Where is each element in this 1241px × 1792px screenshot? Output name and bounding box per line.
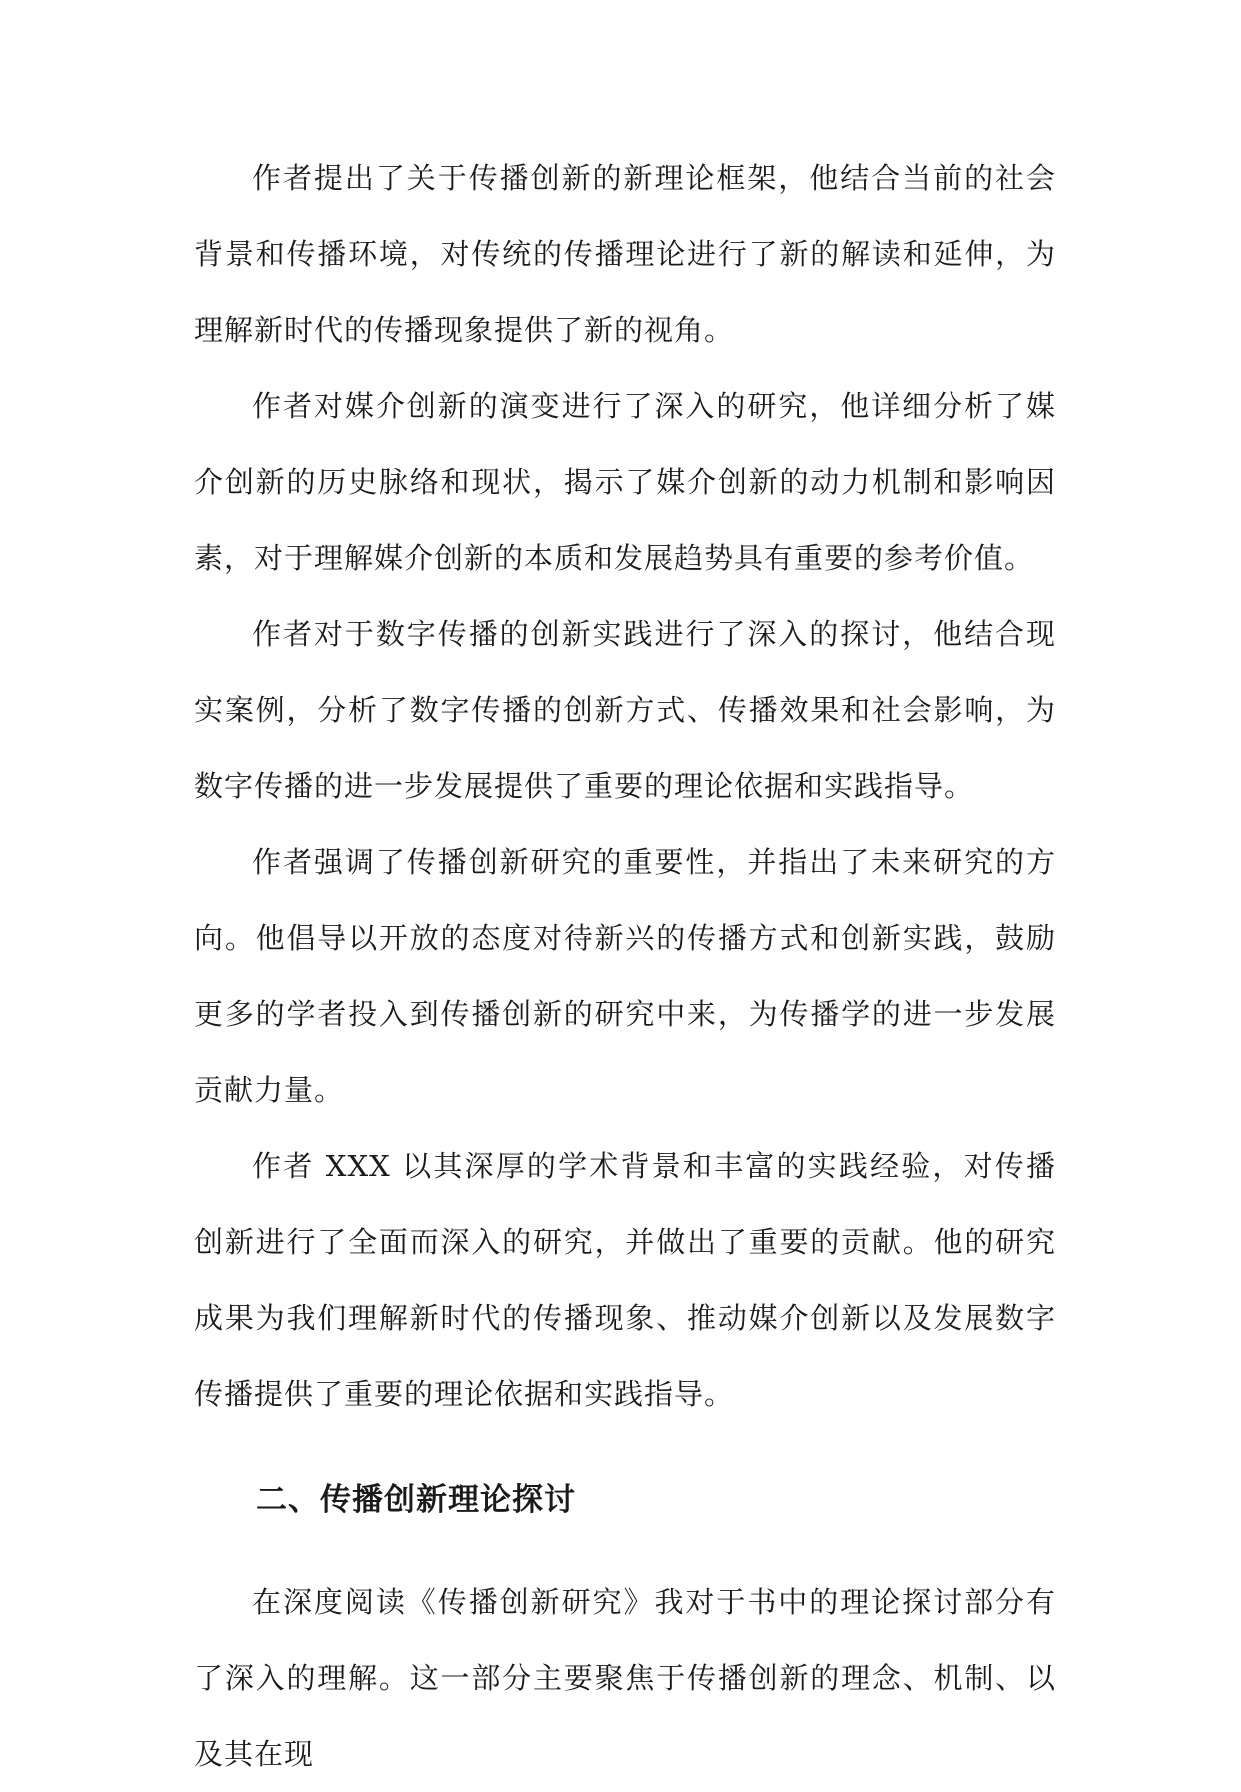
paragraph-digital-communication: 作者对于数字传播的创新实践进行了深入的探讨，他结合现实案例，分析了数字传播的创新方式、传播效果和社会影响，为数字传播的进一步发展提供了重要的理论依据和实践指导。 <box>194 617 1056 803</box>
paragraph-research-importance: 作者强调了传播创新研究的重要性，并指出了未来研究的方向。他倡导以开放的态度对待新兴的传播方式和创新实践，鼓励更多的学者投入到传播创新的研究中来，为传播学的进一步发展贡献力量。 <box>194 845 1056 1107</box>
paragraph-media-innovation: 作者对媒介创新的演变进行了深入的研究，他详细分析了媒介创新的历史脉络和现状，揭示了媒介创新的动力机制和影响因素，对于理解媒介创新的本质和发展趋势具有重要的参考价值。 <box>194 389 1056 575</box>
paragraph-author-contribution: 作者 XXX 以其深厚的学术背景和丰富的实践经验，对传播创新进行了全面而深入的研究，并做出了重要的贡献。他的研究成果为我们理解新时代的传播现象、推动媒介创新以及发展数字传播提供了重要的理论依据和实践指导。 <box>194 1149 1056 1411</box>
paragraph-theory-discussion: 在深度阅读《传播创新研究》我对于书中的理论探讨部分有了深入的理解。这一部分主要聚焦于传播创新的理念、机制、以及其在现 <box>194 1585 1056 1771</box>
section-heading: 二、传播创新理论探讨 <box>256 1482 576 1518</box>
document-body <box>194 140 1056 1792</box>
paragraph-theory-framework: 作者提出了关于传播创新的新理论框架，他结合当前的社会背景和传播环境，对传统的传播理论进行了新的解读和延伸，为理解新时代的传播现象提供了新的视角。 <box>194 161 1056 347</box>
